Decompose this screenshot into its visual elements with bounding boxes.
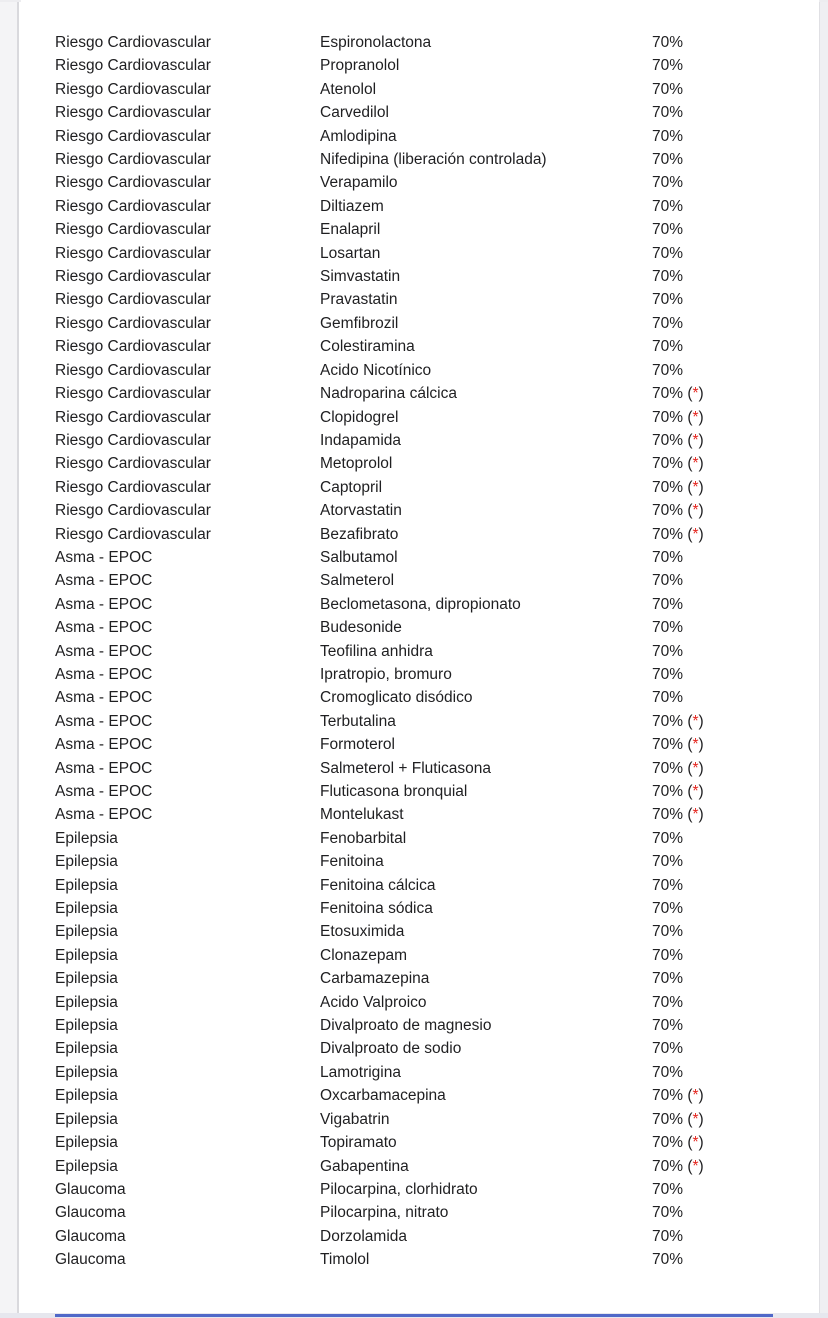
row-drug: Topiramato: [320, 1134, 397, 1152]
row-category: Riesgo Cardiovascular: [55, 525, 211, 543]
table-row: [0, 31, 828, 54]
row-drug: Acido Nicotínico: [320, 361, 432, 379]
row-coverage: 70%: [652, 80, 684, 98]
table-row: [0, 218, 828, 241]
row-coverage: 70%: [652, 1063, 684, 1081]
row-coverage: 70%: [652, 572, 684, 590]
row-drug: Fenitoina sódica: [320, 900, 433, 918]
table-row: [0, 148, 828, 171]
page-bottom-line: [55, 1314, 773, 1317]
table-row: [0, 1037, 828, 1060]
row-category: Epilepsia: [55, 900, 118, 918]
row-coverage: 70% (*): [652, 736, 704, 754]
row-coverage: 70%: [652, 665, 684, 683]
row-category: Epilepsia: [55, 1063, 118, 1081]
row-category: Asma - EPOC: [55, 736, 153, 754]
row-drug: Oxcarbamacepina: [320, 1087, 446, 1105]
row-category: Riesgo Cardiovascular: [55, 361, 211, 379]
row-coverage: 70%: [652, 57, 684, 75]
flag-asterisk: *: [692, 431, 699, 449]
table-row: [0, 874, 828, 897]
row-drug: Losartan: [320, 244, 381, 262]
row-drug: Ipratropio, bromuro: [320, 665, 452, 683]
row-category: Riesgo Cardiovascular: [55, 431, 211, 449]
table-row: [0, 733, 828, 756]
row-category: Riesgo Cardiovascular: [55, 268, 211, 286]
table-row: [0, 288, 828, 311]
row-drug: Fenobarbital: [320, 829, 407, 847]
table-row: [0, 78, 828, 101]
row-coverage: 70% (*): [652, 1134, 704, 1152]
table-row: [0, 827, 828, 850]
row-category: Asma - EPOC: [55, 689, 153, 707]
row-coverage: 70%: [652, 829, 684, 847]
table-row: [0, 1155, 828, 1178]
row-category: Riesgo Cardiovascular: [55, 104, 211, 122]
table-row: [0, 1014, 828, 1037]
row-drug: Nifedipina (liberación controlada): [320, 151, 547, 169]
table-row: [0, 663, 828, 686]
table-row: [0, 991, 828, 1014]
row-coverage: 70%: [652, 291, 684, 309]
table-row: [0, 640, 828, 663]
row-drug: Indapamida: [320, 431, 402, 449]
table-row: [0, 125, 828, 148]
row-coverage: 70%: [652, 244, 684, 262]
flag-asterisk: *: [692, 1134, 699, 1152]
row-category: Asma - EPOC: [55, 806, 153, 824]
row-drug: Timolol: [320, 1251, 370, 1269]
row-coverage: 70% (*): [652, 525, 704, 543]
coverage-table: [0, 31, 828, 1272]
row-category: Epilepsia: [55, 993, 118, 1011]
row-category: Riesgo Cardiovascular: [55, 478, 211, 496]
table-row: [0, 312, 828, 335]
row-drug: Clonazepam: [320, 946, 408, 964]
table-row: [0, 757, 828, 780]
row-category: Glaucoma: [55, 1251, 126, 1269]
row-category: Riesgo Cardiovascular: [55, 174, 211, 192]
row-coverage: 70% (*): [652, 712, 704, 730]
table-row: [0, 523, 828, 546]
table-row: [0, 686, 828, 709]
row-category: Riesgo Cardiovascular: [55, 127, 211, 145]
table-row: [0, 1061, 828, 1084]
row-coverage: 70%: [652, 1017, 684, 1035]
row-coverage: 70%: [652, 1180, 684, 1198]
row-category: Epilepsia: [55, 1087, 118, 1105]
row-drug: Pravastatin: [320, 291, 398, 309]
row-coverage: 70%: [652, 197, 684, 215]
table-row: [0, 546, 828, 569]
row-drug: Colestiramina: [320, 338, 415, 356]
row-drug: Salmeterol + Fluticasona: [320, 759, 492, 777]
row-coverage: 70%: [652, 151, 684, 169]
table-row: [0, 1084, 828, 1107]
row-category: Asma - EPOC: [55, 759, 153, 777]
table-row: [0, 593, 828, 616]
table-row: [0, 944, 828, 967]
table-row: [0, 1248, 828, 1271]
row-coverage: 70%: [652, 1227, 684, 1245]
row-coverage: 70%: [652, 548, 684, 566]
table-row: [0, 1131, 828, 1154]
row-category: Riesgo Cardiovascular: [55, 244, 211, 262]
flag-asterisk: *: [692, 525, 699, 543]
row-category: Riesgo Cardiovascular: [55, 338, 211, 356]
row-drug: Fluticasona bronquial: [320, 783, 468, 800]
row-drug: Verapamilo: [320, 174, 398, 192]
row-drug: Fenitoina: [320, 853, 384, 871]
table-row: [0, 476, 828, 499]
flag-asterisk: *: [692, 502, 699, 520]
row-drug: Gemfibrozil: [320, 314, 399, 332]
row-coverage: 70% (*): [652, 1087, 704, 1105]
row-drug: Carbamazepina: [320, 970, 430, 988]
row-category: Asma - EPOC: [55, 548, 153, 566]
row-drug: Carvedilol: [320, 104, 389, 122]
row-coverage: 70%: [652, 361, 684, 379]
row-drug: Divalproato de sodio: [320, 1040, 462, 1058]
row-drug: Vigabatrin: [320, 1110, 390, 1128]
row-coverage: 70%: [652, 268, 684, 286]
row-coverage: 70%: [652, 104, 684, 122]
table-row: [0, 1225, 828, 1248]
table-row: [0, 265, 828, 288]
row-coverage: 70% (*): [652, 431, 704, 449]
row-drug: Budesonide: [320, 619, 402, 637]
row-drug: Salbutamol: [320, 548, 398, 566]
flag-asterisk: *: [692, 408, 699, 426]
table-row: [0, 616, 828, 639]
flag-asterisk: *: [692, 1110, 699, 1128]
row-coverage: 70%: [652, 595, 684, 613]
row-drug: Fenitoina cálcica: [320, 876, 436, 894]
row-category: Epilepsia: [55, 1157, 118, 1175]
row-category: Riesgo Cardiovascular: [55, 80, 211, 98]
row-coverage: 70% (*): [652, 408, 704, 426]
row-coverage: 70%: [652, 338, 684, 356]
row-coverage: 70%: [652, 221, 684, 239]
row-category: Asma - EPOC: [55, 619, 153, 637]
row-drug: Teofilina anhidra: [320, 642, 433, 660]
row-drug: Atenolol: [320, 80, 377, 98]
row-category: Glaucoma: [55, 1180, 126, 1198]
row-drug: Acido Valproico: [320, 993, 427, 1011]
row-drug: Propranolol: [320, 57, 400, 75]
row-category: Riesgo Cardiovascular: [55, 291, 211, 309]
row-category: Asma - EPOC: [55, 712, 153, 730]
table-row: [0, 710, 828, 733]
row-coverage: 70% (*): [652, 783, 704, 800]
flag-asterisk: *: [692, 385, 699, 403]
row-coverage: 70% (*): [652, 502, 704, 520]
row-coverage: 70%: [652, 900, 684, 918]
row-drug: Pilocarpina, clorhidrato: [320, 1180, 478, 1198]
row-coverage: 70% (*): [652, 455, 704, 473]
row-category: Epilepsia: [55, 946, 118, 964]
row-coverage: 70% (*): [652, 478, 704, 496]
table-row: [0, 967, 828, 990]
row-category: Riesgo Cardiovascular: [55, 221, 211, 239]
row-drug: Dorzolamida: [320, 1227, 408, 1245]
row-category: Riesgo Cardiovascular: [55, 57, 211, 75]
row-drug: Lamotrigina: [320, 1063, 401, 1081]
row-drug: Bezafibrato: [320, 525, 399, 543]
row-category: Epilepsia: [55, 1040, 118, 1058]
row-coverage: 70%: [652, 1251, 684, 1269]
row-category: Epilepsia: [55, 1134, 118, 1152]
table-row: [0, 54, 828, 77]
row-category: Asma - EPOC: [55, 572, 153, 590]
table-row: [0, 359, 828, 382]
row-coverage: 70% (*): [652, 1110, 704, 1128]
row-drug: Cromoglicato disódico: [320, 689, 473, 707]
row-drug: Montelukast: [320, 806, 404, 824]
table-row: [0, 1108, 828, 1131]
flag-asterisk: *: [692, 783, 699, 800]
flag-asterisk: *: [692, 1087, 699, 1105]
row-category: Asma - EPOC: [55, 642, 153, 660]
row-category: Asma - EPOC: [55, 783, 153, 800]
row-coverage: 70%: [652, 314, 684, 332]
row-drug: Salmeterol: [320, 572, 395, 590]
row-drug: Amlodipina: [320, 127, 397, 145]
row-coverage: 70%: [652, 1204, 684, 1222]
row-drug: Divalproato de magnesio: [320, 1017, 492, 1035]
table-row: [0, 171, 828, 194]
table-row: [0, 452, 828, 475]
row-category: Epilepsia: [55, 1017, 118, 1035]
row-drug: Formoterol: [320, 736, 395, 754]
row-coverage: 70%: [652, 993, 684, 1011]
row-drug: Espironolactona: [320, 34, 432, 51]
row-drug: Simvastatin: [320, 268, 401, 286]
flag-asterisk: *: [692, 712, 699, 730]
table-row: [0, 242, 828, 265]
row-coverage: 70%: [652, 689, 684, 707]
row-category: Epilepsia: [55, 970, 118, 988]
row-drug: Gabapentina: [320, 1157, 409, 1175]
row-coverage: 70%: [652, 876, 684, 894]
row-drug: Atorvastatin: [320, 502, 402, 520]
row-coverage: 70%: [652, 34, 684, 51]
row-category: Epilepsia: [55, 876, 118, 894]
flag-asterisk: *: [692, 806, 699, 824]
row-category: Epilepsia: [55, 829, 118, 847]
row-category: Asma - EPOC: [55, 665, 153, 683]
flag-asterisk: *: [692, 736, 699, 754]
table-row: [0, 335, 828, 358]
row-coverage: 70%: [652, 1040, 684, 1058]
table-row: [0, 897, 828, 920]
table-row: [0, 803, 828, 826]
row-category: Riesgo Cardiovascular: [55, 197, 211, 215]
table-row: [0, 406, 828, 429]
row-coverage: 70% (*): [652, 385, 704, 403]
row-drug: Metoprolol: [320, 455, 393, 473]
row-coverage: 70%: [652, 174, 684, 192]
table-row: [0, 850, 828, 873]
row-drug: Beclometasona, dipropionato: [320, 595, 521, 613]
row-drug: Etosuximida: [320, 923, 405, 941]
table-row: [0, 429, 828, 452]
row-category: Riesgo Cardiovascular: [55, 385, 211, 403]
row-coverage: 70% (*): [652, 759, 704, 777]
row-coverage: 70%: [652, 642, 684, 660]
row-drug: Nadroparina cálcica: [320, 385, 457, 403]
row-coverage: 70%: [652, 970, 684, 988]
row-category: Epilepsia: [55, 1110, 118, 1128]
row-category: Riesgo Cardiovascular: [55, 151, 211, 169]
row-category: Glaucoma: [55, 1227, 126, 1245]
row-category: Glaucoma: [55, 1204, 126, 1222]
row-category: Riesgo Cardiovascular: [55, 408, 211, 426]
row-coverage: 70% (*): [652, 1157, 704, 1175]
table-row: [0, 101, 828, 124]
row-category: Riesgo Cardiovascular: [55, 314, 211, 332]
flag-asterisk: *: [692, 1157, 699, 1175]
flag-asterisk: *: [692, 455, 699, 473]
row-category: Epilepsia: [55, 853, 118, 871]
row-coverage: 70% (*): [652, 806, 704, 824]
table-row: [0, 780, 828, 803]
table-row: [0, 1178, 828, 1201]
row-category: Epilepsia: [55, 923, 118, 941]
flag-asterisk: *: [692, 759, 699, 777]
row-drug: Clopidogrel: [320, 408, 399, 426]
row-category: Riesgo Cardiovascular: [55, 455, 211, 473]
row-coverage: 70%: [652, 946, 684, 964]
row-drug: Captopril: [320, 478, 383, 496]
row-category: Riesgo Cardiovascular: [55, 34, 211, 51]
flag-asterisk: *: [692, 478, 699, 496]
table-row: [0, 195, 828, 218]
row-drug: Diltiazem: [320, 197, 384, 215]
row-category: Riesgo Cardiovascular: [55, 502, 211, 520]
table-row: [0, 499, 828, 522]
row-coverage: 70%: [652, 853, 684, 871]
row-drug: Terbutalina: [320, 712, 396, 730]
table-row: [0, 920, 828, 943]
row-coverage: 70%: [652, 619, 684, 637]
table-row: [0, 1201, 828, 1224]
row-coverage: 70%: [652, 923, 684, 941]
row-category: Asma - EPOC: [55, 595, 153, 613]
row-drug: Enalapril: [320, 221, 381, 239]
table-row: [0, 569, 828, 592]
table-row: [0, 382, 828, 405]
row-coverage: 70%: [652, 127, 684, 145]
row-drug: Pilocarpina, nitrato: [320, 1204, 449, 1222]
